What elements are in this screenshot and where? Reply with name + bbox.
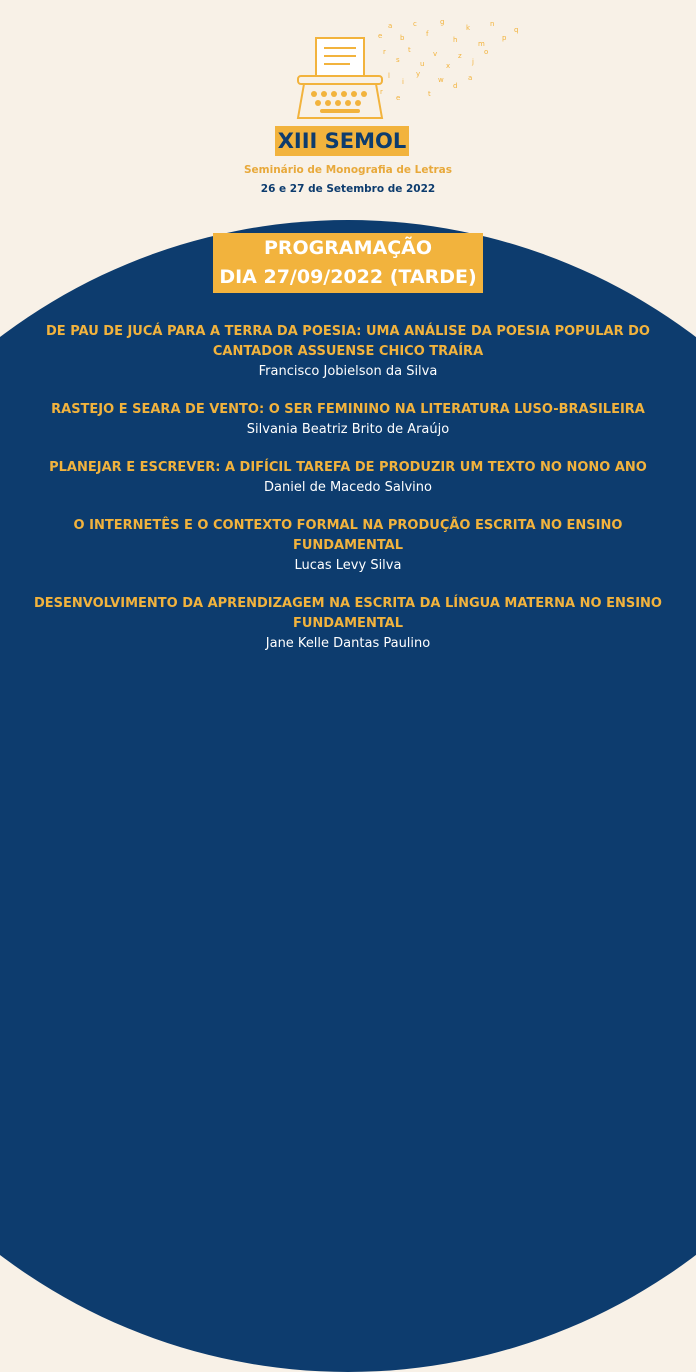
svg-text:b: b [400, 34, 405, 42]
talk-item [20, 594, 676, 654]
svg-text:z: z [458, 52, 462, 60]
talk-title: RASTEJO E SEARA DE VENTO: O SER FEMININO NA LITERATURA LUSO-BRASILEIRA [51, 402, 645, 417]
svg-text:f: f [426, 30, 429, 38]
svg-text:d: d [453, 82, 458, 90]
svg-text:i: i [402, 78, 404, 86]
svg-text:t: t [408, 46, 411, 54]
talk-title: PLANEJAR E ESCREVER: A DIFÍCIL TAREFA DE PRODUZIR UM TEXTO NO NONO ANO [49, 460, 647, 475]
svg-text:a: a [388, 22, 393, 30]
talk-item [20, 516, 676, 576]
talk-item [20, 458, 676, 498]
svg-text:v: v [433, 50, 438, 58]
svg-text:r: r [380, 88, 383, 96]
talk-item [20, 322, 676, 382]
svg-text:j: j [472, 58, 474, 66]
event-badge: XIII SEMOL [275, 126, 409, 156]
talk-title: DE PAU DE JUCÁ PARA A TERRA DA POESIA: UMA ANÁLISE DA POESIA POPULAR DO CANTADOR ASSUENSE CHICO TRAÍRA [46, 324, 650, 359]
svg-text:r: r [383, 48, 386, 56]
svg-text:u: u [420, 60, 425, 68]
talk-author: Francisco Jobielson da Silva [258, 364, 438, 379]
svg-text:t: t [428, 90, 431, 98]
typewriter-icon [268, 18, 538, 128]
svg-text:h: h [453, 36, 458, 44]
svg-text:c: c [413, 20, 417, 28]
svg-text:x: x [446, 62, 451, 70]
talk-author: Jane Kelle Dantas Paulino [265, 636, 431, 651]
svg-text:e: e [378, 32, 383, 40]
svg-text:m: m [478, 40, 485, 48]
talk-author: Silvania Beatriz Brito de Araújo [246, 422, 450, 437]
svg-text:o: o [484, 48, 489, 56]
program-header [213, 233, 483, 293]
event-subtitle: Seminário de Monografia de Letras [243, 164, 453, 176]
svg-text:y: y [416, 70, 421, 78]
svg-text:q: q [514, 26, 519, 34]
talk-list [20, 322, 676, 672]
talk-author: Daniel de Macedo Salvino [264, 480, 432, 495]
svg-text:s: s [396, 56, 400, 64]
svg-text:g: g [440, 18, 445, 26]
svg-text:a: a [468, 74, 473, 82]
svg-text:k: k [466, 24, 471, 32]
talk-author: Lucas Levy Silva [294, 558, 402, 573]
svg-text:n: n [490, 20, 495, 28]
program-day: DIA 27/09/2022 (TARDE) [219, 266, 477, 288]
event-dates: 26 e 27 de Setembro de 2022 [260, 183, 436, 195]
svg-text:p: p [502, 34, 507, 42]
talk-item [20, 400, 676, 440]
svg-text:w: w [438, 76, 444, 84]
svg-text:e: e [396, 94, 401, 102]
talk-title: O INTERNETÊS E O CONTEXTO FORMAL NA PRODUÇÃO ESCRITA NO ENSINO FUNDAMENTAL [73, 518, 623, 553]
svg-text:l: l [388, 72, 390, 80]
talk-title: DESENVOLVIMENTO DA APRENDIZAGEM NA ESCRITA DA LÍNGUA MATERNA NO ENSINO FUNDAMENTAL [34, 596, 662, 631]
program-title: PROGRAMAÇÃO [263, 237, 433, 259]
